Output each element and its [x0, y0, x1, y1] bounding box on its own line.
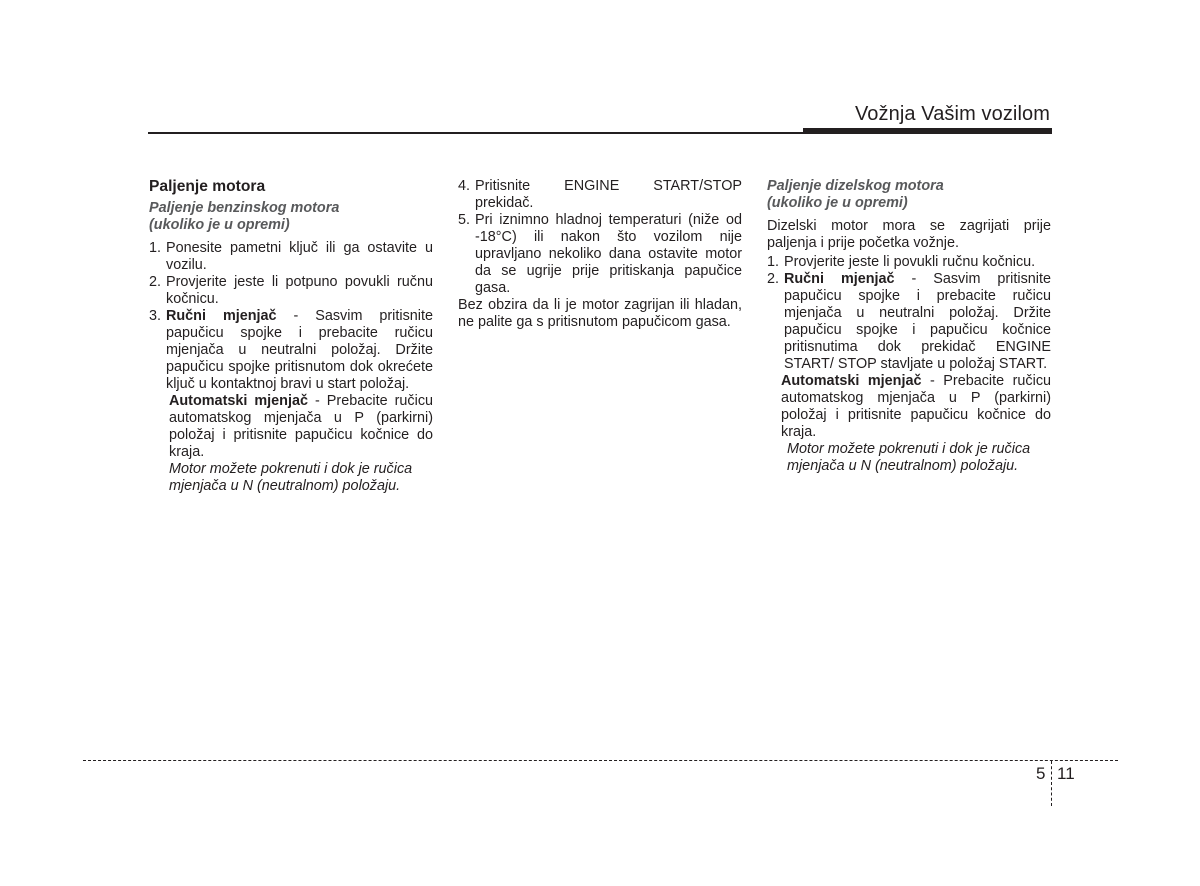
- automatic-transmission-term: Automatski mjenjač: [169, 393, 308, 409]
- page-header-title: Vožnja Vašim vozilom: [854, 103, 1050, 125]
- automatic-transmission-term: Automatski mjenjač: [781, 373, 922, 389]
- list-item-text: Ponesite pametni ključ ili ga ostavite u vozilu.: [166, 240, 433, 273]
- automatic-transmission-paragraph: [149, 393, 433, 461]
- list-item-number: 2.: [767, 271, 780, 287]
- section-title: Paljenje motora: [149, 178, 266, 195]
- list-item-number: 1.: [767, 254, 780, 270]
- footer-page-divider: [1051, 761, 1052, 806]
- list-item: [458, 178, 742, 212]
- diesel-steps-list: [767, 254, 1051, 373]
- petrol-steps-list: [149, 240, 433, 393]
- neutral-note: Motor možete pokrenuti i dok je ručica mjenjača u N (neutralnom) položaju.: [787, 441, 1031, 474]
- start-steps-list: [458, 178, 742, 297]
- list-item-number: 1.: [149, 240, 162, 256]
- list-item-bold-term: Ručni mjenjač: [166, 308, 277, 324]
- neutral-note: Motor možete pokrenuti i dok je ručica mjenjača u N (neutralnom) položaju.: [169, 461, 413, 494]
- list-item: [767, 254, 1051, 271]
- diesel-engine-subtitle: [767, 178, 1051, 212]
- list-item-text: Provjerite jeste li potpuno povukli ručnu kočnicu.: [166, 274, 433, 307]
- list-item: [149, 240, 433, 274]
- list-item-number: 2.: [149, 274, 162, 290]
- subtitle-line-2: (ukoliko je u opremi): [767, 195, 908, 211]
- list-item-text: Pri iznimno hladnoj temperaturi (niže od -18°C) ili nakon što vozilom nije upravljano nekoliko dana ostavite motor da se ugrije prije pritiskanja papučice gasa.: [475, 212, 742, 296]
- list-item: [149, 274, 433, 308]
- list-item-text: - Sasvim pritisnite papučicu spojke i prebacite ručicu mjenjača u neutralni položaj. Držite papučicu spojke pritisnutom dok okrećete ključ u kontaktnoj bravi u start položaj.: [166, 308, 433, 392]
- automatic-transmission-paragraph: [767, 373, 1051, 441]
- list-item-text: Provjerite jeste li povukli ručnu kočnicu.: [784, 254, 1036, 270]
- diesel-intro-paragraph: Dizelski motor mora se zagrijati prije paljenja i prije početka vožnje.: [767, 218, 1051, 251]
- list-item-text: - Sasvim pritisnite papučicu spojke i prebacite ručicu mjenjača u neutralni položaj. Držite papučicu spojke i papučicu kočnice pritisnutima dok prekidač ENGINE START/ STOP stavljate u položaj START.: [784, 271, 1051, 372]
- subtitle-line-1: Paljenje dizelskog motora: [767, 178, 944, 194]
- subtitle-line-2: (ukoliko je u opremi): [149, 217, 290, 233]
- automatic-transmission-text: - Prebacite ručicu automatskog mjenjača u P (parkirni) položaj i pritisnite papučicu kočnice do kraja.: [781, 373, 1052, 440]
- list-item-number: 5.: [458, 212, 471, 228]
- list-item-text: Pritisnite ENGINE START/STOP prekidač.: [475, 178, 742, 211]
- warm-cold-paragraph: Bez obzira da li je motor zagrijan ili hladan, ne palite ga s pritisnutom papučicom gasa.: [458, 297, 742, 330]
- page-number: 11: [1057, 764, 1075, 783]
- header-rule-thick: [803, 128, 1052, 134]
- footer-rule: [83, 760, 1118, 761]
- list-item: [458, 212, 742, 297]
- column-1: [149, 178, 433, 495]
- chapter-number: 5: [1036, 764, 1046, 783]
- automatic-transmission-text: - Prebacite ručicu automatskog mjenjača u P (parkirni) položaj i pritisnite papučicu kočnice do kraja.: [169, 393, 434, 460]
- petrol-engine-subtitle: [149, 200, 433, 234]
- list-item: [149, 308, 433, 393]
- list-item-bold-term: Ručni mjenjač: [784, 271, 895, 287]
- subtitle-line-1: Paljenje benzinskog motora: [149, 200, 340, 216]
- column-3: [767, 178, 1051, 475]
- list-item-number: 3.: [149, 308, 162, 324]
- column-2: [458, 178, 742, 331]
- list-item: [767, 271, 1051, 373]
- list-item-number: 4.: [458, 178, 471, 194]
- header-rule-thin: [148, 132, 803, 134]
